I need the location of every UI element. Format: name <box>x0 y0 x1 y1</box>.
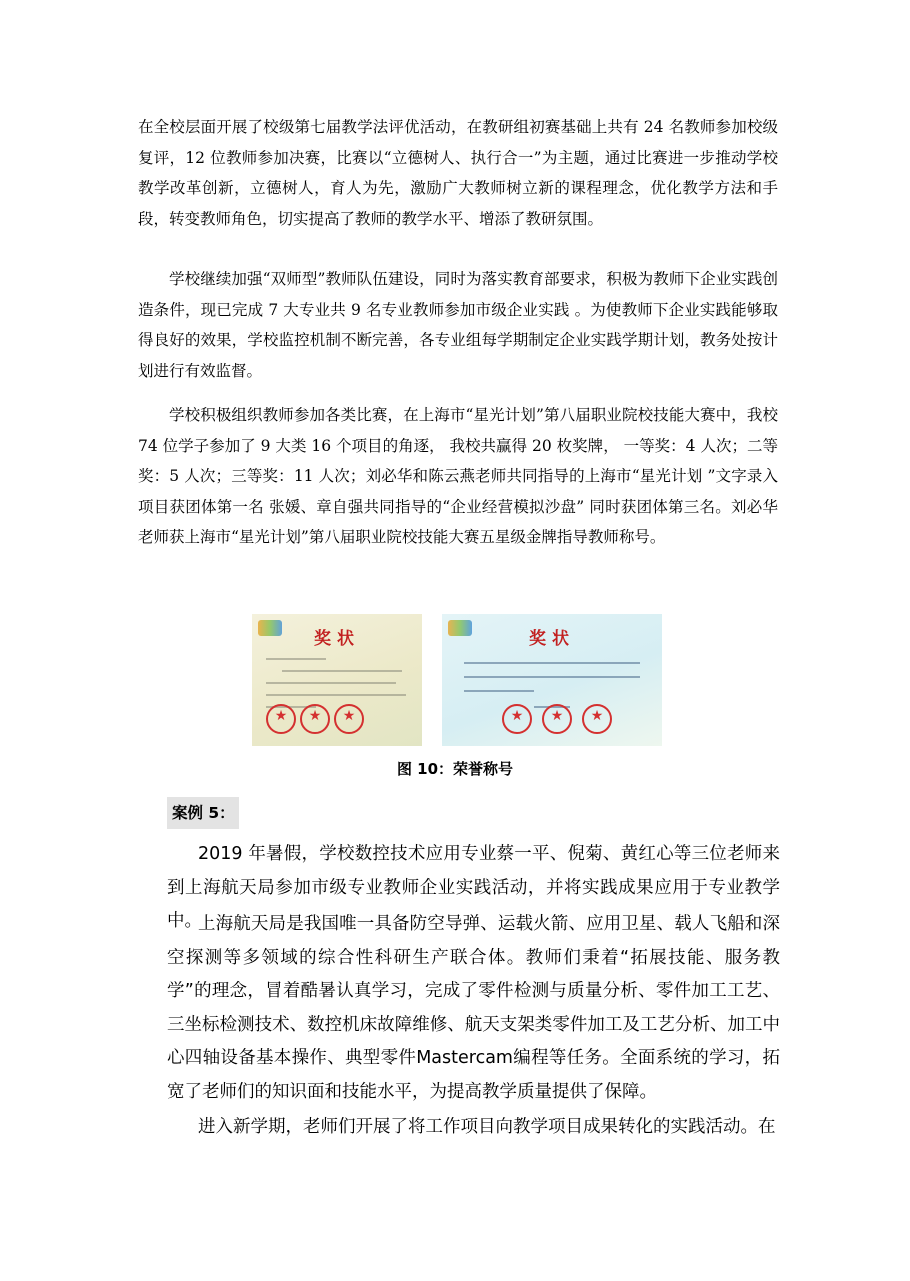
case-heading: 案例 5： <box>172 804 235 822</box>
paragraph-aerospace: 上海航天局是我国唯一具备防空导弹、运载火箭、应用卫星、载人飞船和深空探测等多领域的综合性科研生产联合体。教师们秉着“拓展技能、服务教学”的理念，冒着酷暑认真学习，完成了零件检测与质量分析、零件加工工艺、三坐标检测技术、数控机床故障维修、航天支架类零件加工及工艺分析、加工中心四轴设备基本操作、典型零件Mastercam编程等任务。全面系统的学习，拓宽了老师们的知识面和技能水平，为提高教学质量提供了保障。 <box>167 914 780 1102</box>
certificate-title-right: 奖状 <box>529 629 575 649</box>
figure-certificates <box>252 614 662 746</box>
figure-caption: 图 10：荣誉称号 <box>396 760 514 778</box>
red-stamp-icon <box>502 704 532 734</box>
certificate-photo-left <box>252 614 422 746</box>
paragraph-new-semester: 进入新学期，老师们开展了将工作项目向教学项目成果转化的实践活动。在 <box>198 1117 776 1137</box>
paragraph-competition: 学校积极组织教师参加各类比赛，在上海市“星光计划”第八届职业院校技能大赛中，我校 74 位学子参加了 9 大类 16 个项目的角逐， 我校共赢得 20 枚奖牌， 一等奖：4 人次；二等奖：5 人次；三等奖：11 人次；刘必华和陈云燕老师共同指导的上海市“星光计划 ”文字录入项目获团体第一名 张媛、章自强共同指导的“企业经营模拟沙盘” 同时获团体第三名。刘必华老师获上海市“星光计划”第八届职业院校技能大赛五星级金牌指导教师称号。 <box>138 406 778 546</box>
red-stamp-icon <box>300 704 330 734</box>
red-stamp-icon <box>334 704 364 734</box>
red-stamp-icon <box>582 704 612 734</box>
certificate-photo-right <box>442 614 662 746</box>
red-stamp-icon <box>266 704 296 734</box>
paragraph-dual-teacher: 学校继续加强“双师型”教师队伍建设，同时为落实教育部要求，积极为教师下企业实践创造条件，现已完成 7 大专业共 9 名专业教师参加市级企业实践 。为使教师下企业实践能够取得良好的效果，学校监控机制不断完善，各专业组每学期制定企业实践学期计划，教务处按计划进行有效监督。 <box>138 270 778 380</box>
certificate-title-left: 奖状 <box>314 629 360 649</box>
paragraph-summer-practice: 2019 年暑假，学校数控技术应用专业蔡一平、倪菊、黄红心等三位老师来到上海航天局参加市级专业教师企业实践活动，并将实践成果应用于专业教学中。 <box>167 844 780 931</box>
paragraph-teaching-evaluation: 在全校层面开展了校级第七届教学法评优活动，在教研组初赛基础上共有 24 名教师参加校级复评，12 位教师参加决赛，比赛以“立德树人、执行合一”为主题，通过比赛进一步推动学校教学改革创新，立德树人，育人为先，激励广大教师树立新的课程理念，优化教学方法和手段，转变教师角色，切实提高了教师的教学水平、增添了教研氛围。 <box>138 118 778 228</box>
red-stamp-icon <box>542 704 572 734</box>
